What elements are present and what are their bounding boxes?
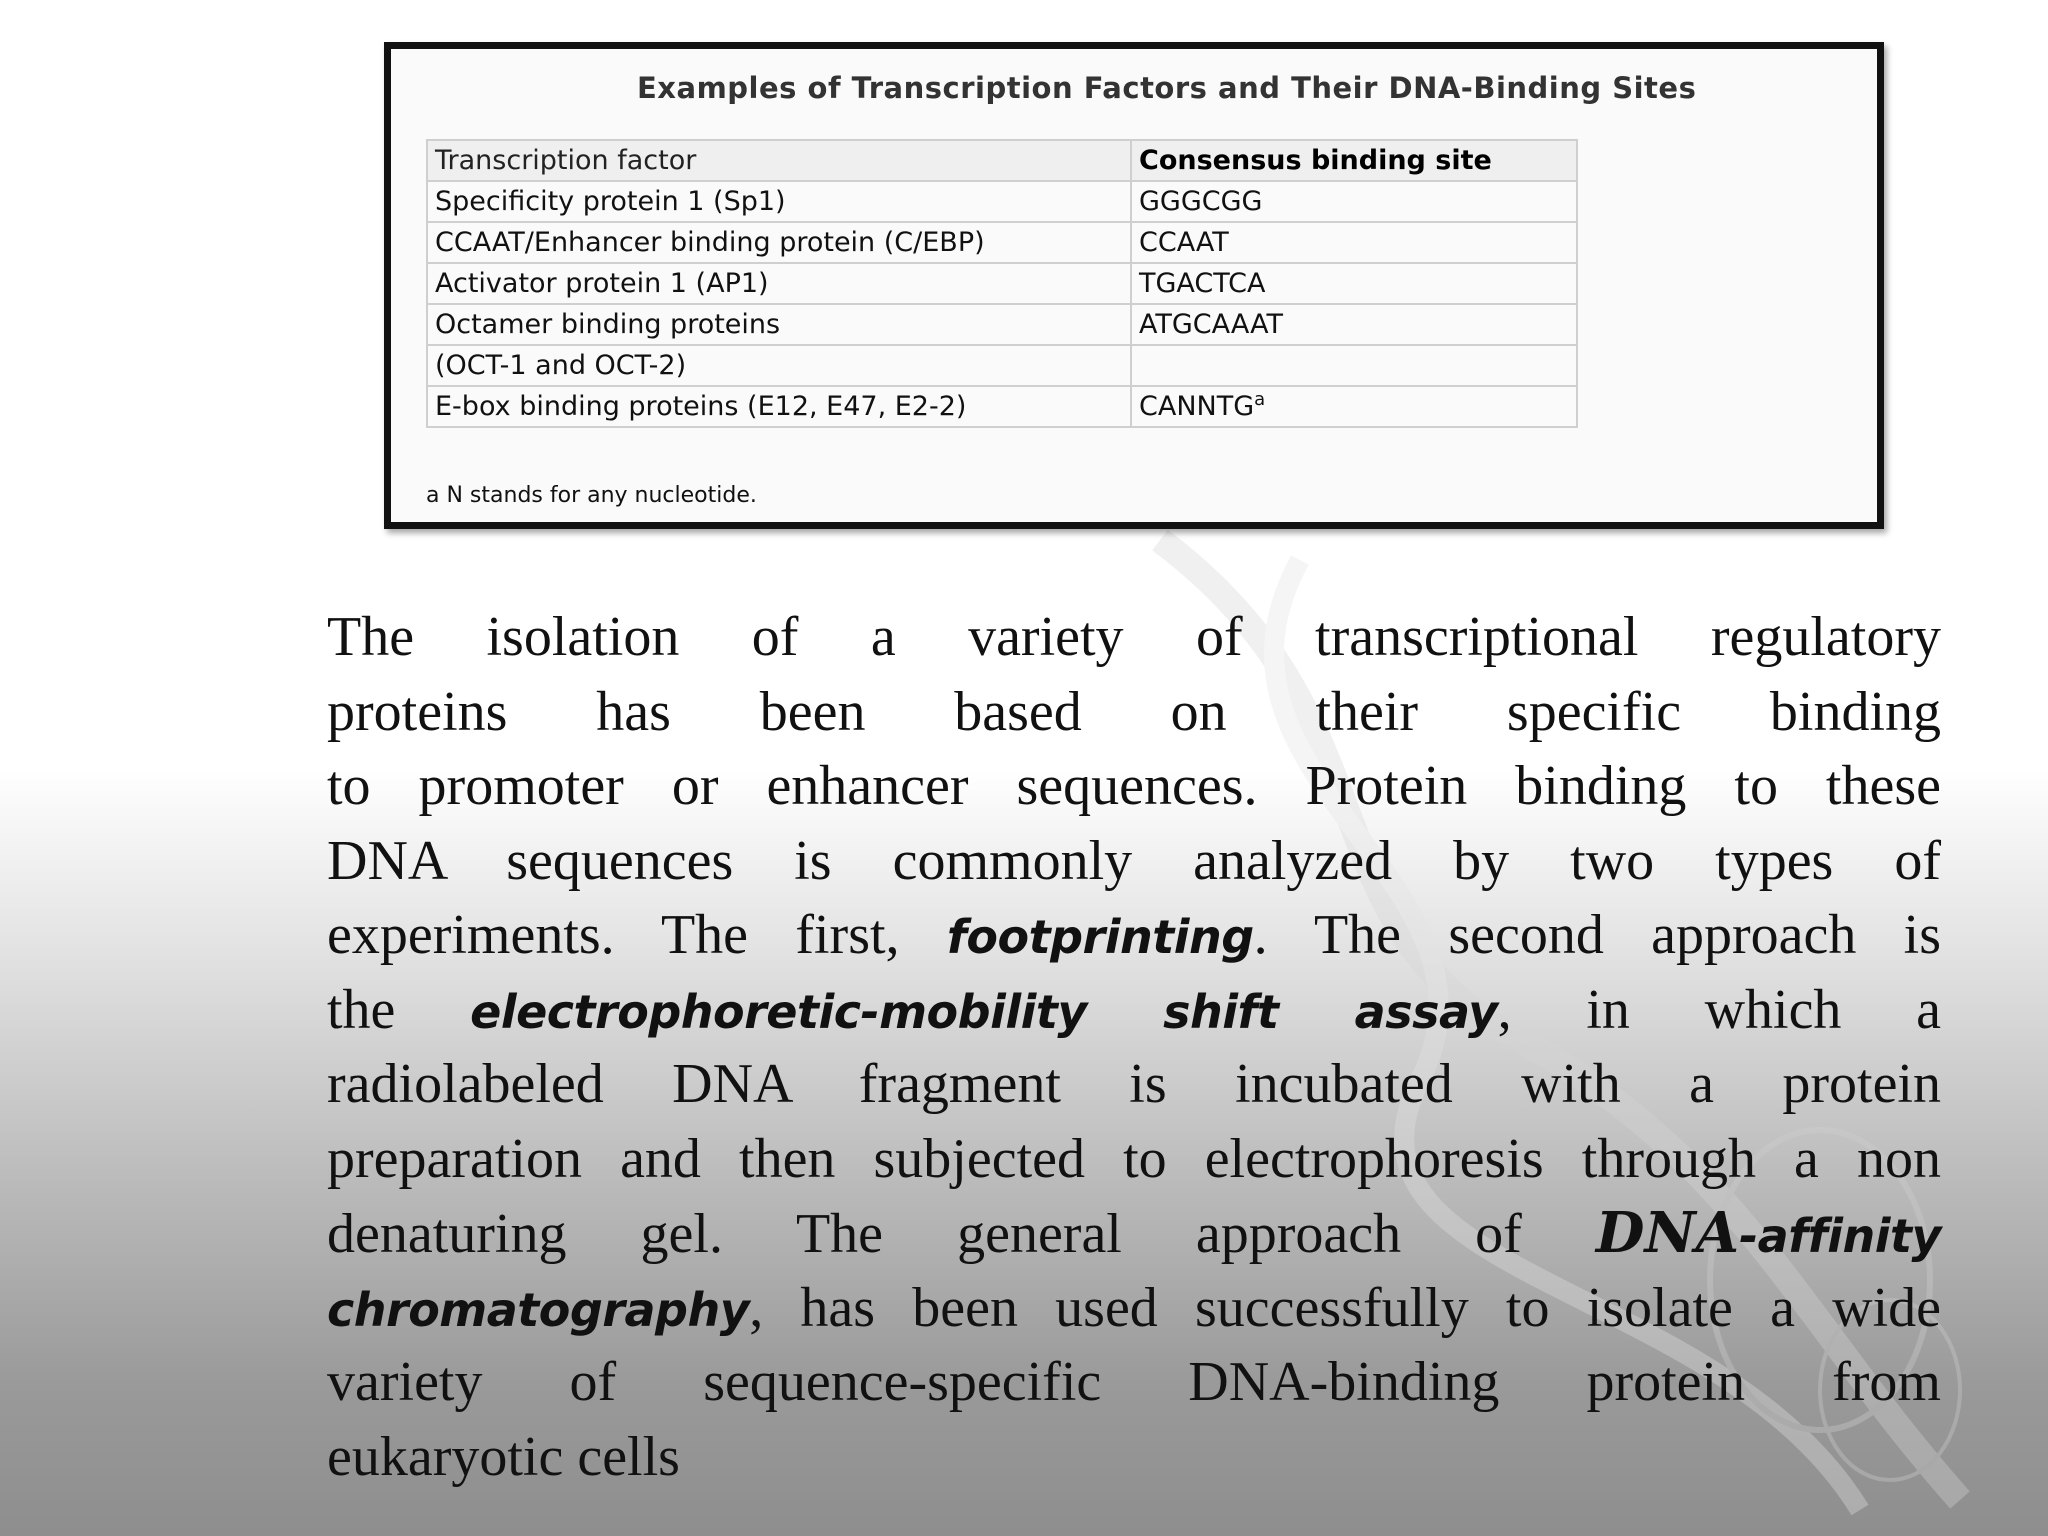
- transcription-factor-table: [426, 139, 1578, 428]
- table-row: [427, 181, 1577, 222]
- term-affinity: -affinity: [1739, 1209, 1942, 1263]
- site-cell: ATGCAAAT: [1131, 304, 1577, 345]
- factor-cell: Octamer binding proteins: [427, 304, 1131, 345]
- site-cell: [1131, 386, 1577, 427]
- superscript-marker: a: [1254, 389, 1266, 410]
- site-text: CANNTG: [1139, 391, 1255, 422]
- paragraph-line: to promoter or enhancer sequences. Protein binding to these: [327, 755, 1941, 817]
- paragraph-line: eukaryotic cells: [327, 1425, 680, 1488]
- table-row: [427, 222, 1577, 263]
- paragraph-line: radiolabeled DNA fragment is incubated with a protein: [327, 1053, 1941, 1115]
- line-text: experiments. The first,: [327, 904, 900, 966]
- table-title: Examples of Transcription Factors and Their DNA-Binding Sites: [637, 71, 1697, 105]
- factor-cell: (OCT-1 and OCT-2): [427, 345, 1131, 386]
- factor-cell: Activator protein 1 (AP1): [427, 263, 1131, 304]
- transcription-factor-table-figure: [384, 42, 1884, 529]
- table-row: [427, 263, 1577, 304]
- term-chromatography: chromatography: [327, 1282, 750, 1337]
- factor-cell: Specificity protein 1 (Sp1): [427, 181, 1131, 222]
- site-cell: GGGCGG: [1131, 181, 1577, 222]
- paragraph-line: proteins has been based on their specific binding: [327, 680, 1941, 743]
- factor-cell: E-box binding proteins (E12, E47, E2-2): [427, 386, 1131, 427]
- site-cell: TGACTCA: [1131, 263, 1577, 304]
- paragraph-line: [327, 1196, 1941, 1271]
- term-footprinting: footprinting: [946, 910, 1254, 964]
- paragraph-line: [327, 1271, 1941, 1346]
- header-transcription-factor: Transcription factor: [427, 140, 1131, 181]
- factor-cell: CCAAT/Enhancer binding protein (C/EBP): [427, 222, 1131, 263]
- line-text: denaturing gel. The general approach of: [327, 1203, 1522, 1265]
- table-header-row: [427, 140, 1577, 181]
- paragraph-line: [327, 898, 1941, 973]
- table-row: [427, 345, 1577, 386]
- table-row: [427, 386, 1577, 427]
- table-row: [427, 304, 1577, 345]
- line-text: . The second approach is: [1253, 904, 1942, 966]
- site-cell: CCAAT: [1131, 222, 1577, 263]
- paragraph-line: DNA sequences is commonly analyzed by two types of: [327, 829, 1941, 892]
- line-text: , has been used successfully to isolate a wide: [749, 1276, 1941, 1339]
- table-footnote: a N stands for any nucleotide.: [426, 483, 757, 508]
- site-cell: [1131, 345, 1577, 386]
- line-text: the: [327, 978, 396, 1041]
- term-emsa: electrophoretic-mobility shift assay: [470, 984, 1498, 1039]
- body-paragraph: [327, 600, 1941, 1494]
- header-consensus-binding-site: Consensus binding site: [1131, 140, 1577, 181]
- paragraph-line: The isolation of a variety of transcriptional regulatory: [327, 606, 1941, 668]
- paragraph-line: [327, 973, 1941, 1048]
- paragraph-line: variety of sequence-specific DNA-binding protein from: [327, 1351, 1941, 1413]
- term-dna: DNA: [1595, 1200, 1740, 1266]
- line-text: , in which a: [1497, 978, 1941, 1041]
- paragraph-line: preparation and then subjected to electrophoresis through a non: [327, 1127, 1941, 1190]
